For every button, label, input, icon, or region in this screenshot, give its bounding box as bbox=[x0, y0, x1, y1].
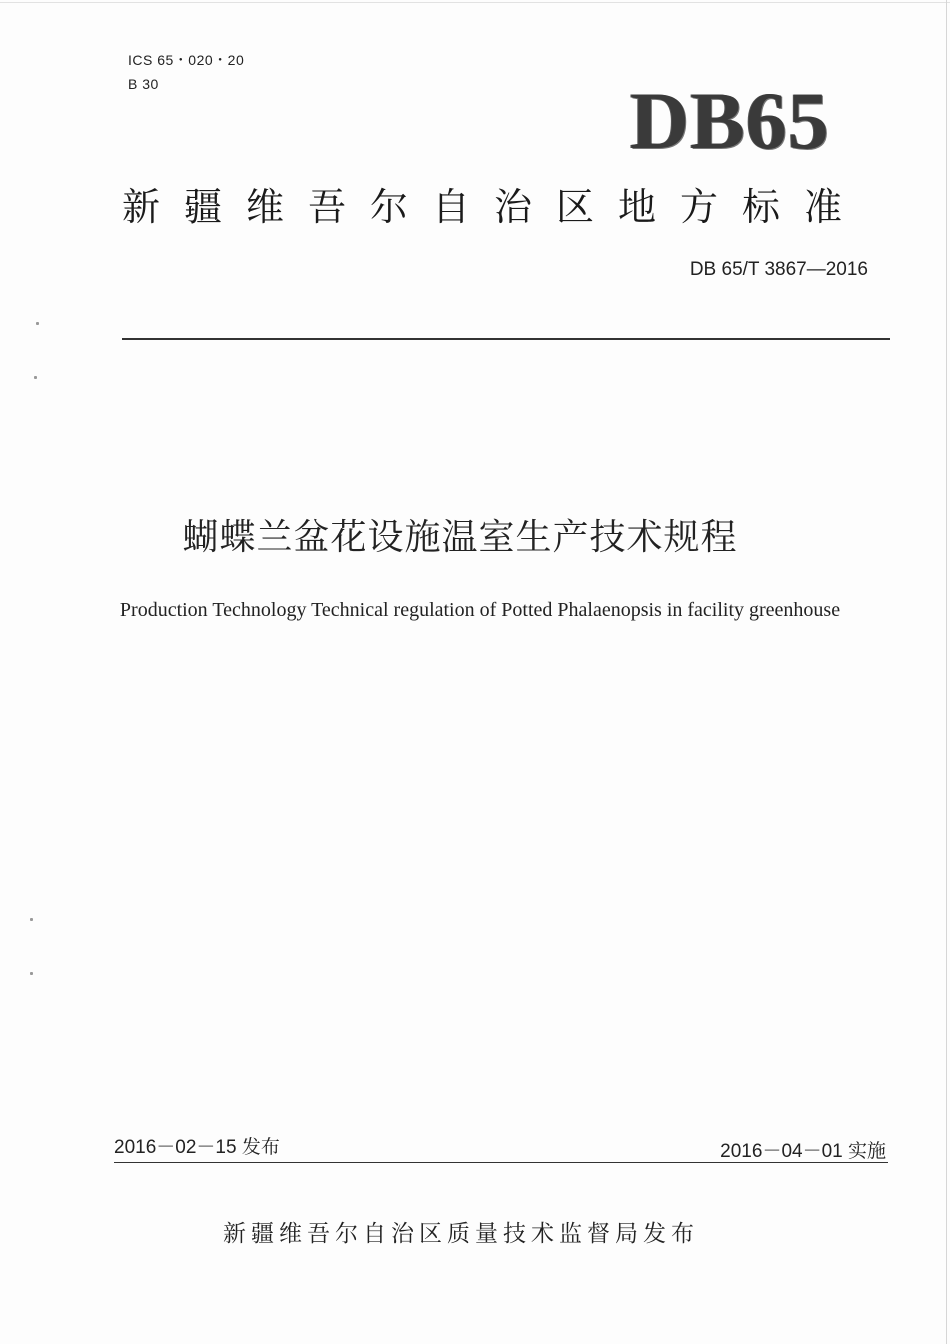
document-title-english: Production Technology Technical regulation of Potted Phalaenopsis in facility greenhouse bbox=[119, 599, 841, 621]
ccs-code: B 30 bbox=[128, 76, 159, 92]
standard-category-title: 新疆维吾尔自治区地方标准 bbox=[122, 185, 867, 229]
footer-divider bbox=[114, 1162, 888, 1163]
scan-speck bbox=[30, 972, 33, 975]
scan-speck bbox=[36, 322, 39, 325]
scan-speck bbox=[34, 376, 37, 379]
scan-edge-right bbox=[946, 0, 947, 1344]
classification-codes bbox=[128, 48, 244, 96]
scan-edge-top bbox=[0, 2, 950, 3]
issue-date: 2016－02－15 发布 bbox=[114, 1137, 280, 1158]
publisher-line: 新疆维吾尔自治区质量技术监督局发布 bbox=[223, 1221, 699, 1247]
scan-speck bbox=[30, 918, 33, 921]
standard-logo: DB65 bbox=[630, 75, 830, 166]
implementation-date: 2016－04－01 实施 bbox=[720, 1141, 886, 1162]
header-divider bbox=[122, 338, 890, 340]
document-title-chinese: 蝴蝶兰盆花设施温室生产技术规程 bbox=[182, 517, 738, 558]
ics-code: ICS 65・020・20 bbox=[128, 52, 245, 68]
standard-number: DB 65/T 3867—2016 bbox=[689, 259, 868, 280]
